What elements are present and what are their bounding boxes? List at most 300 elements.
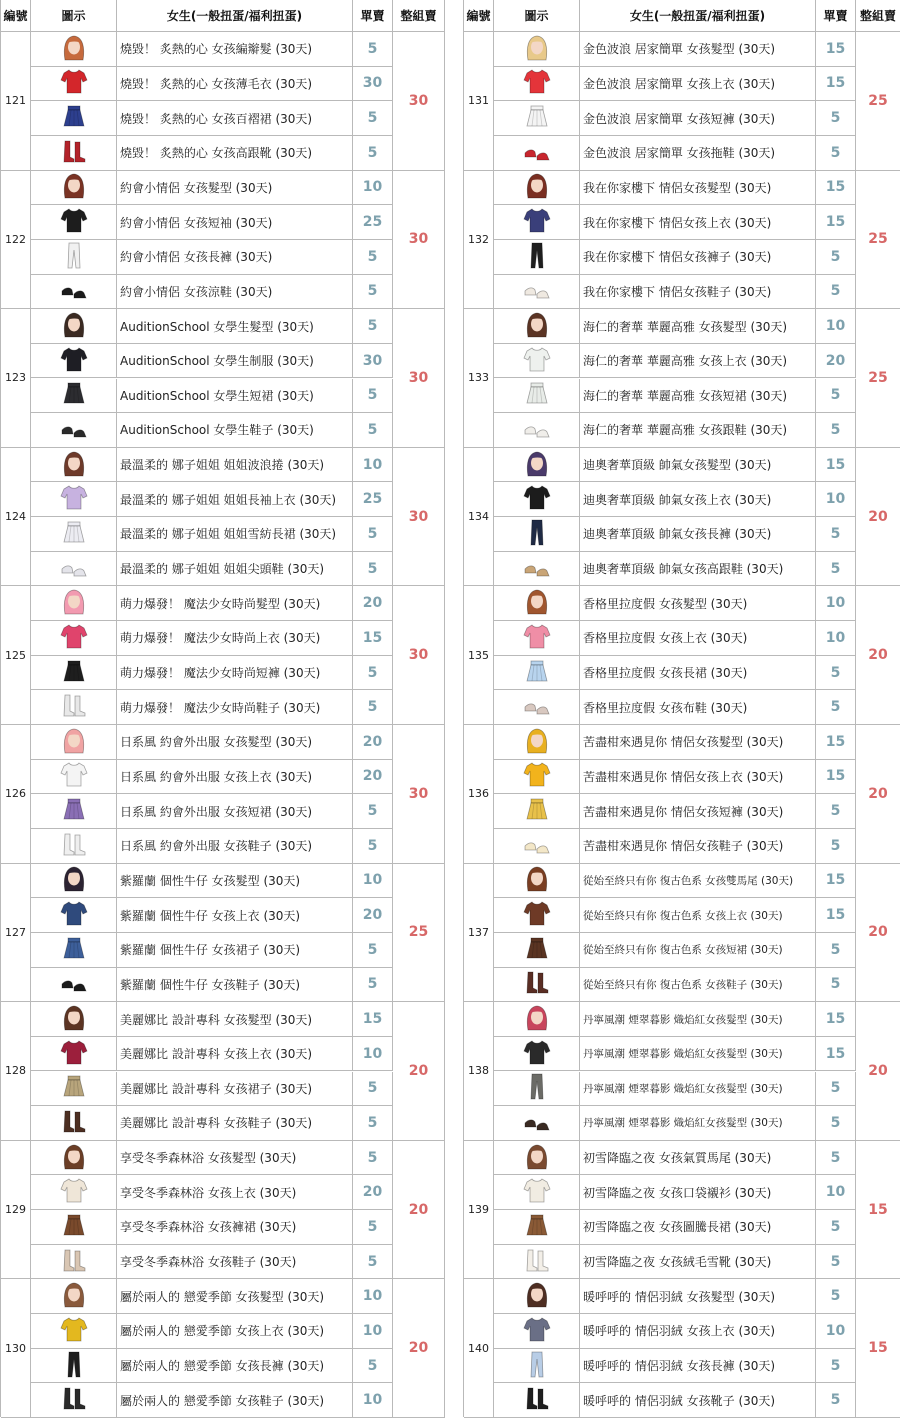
set-price: 30 [393, 32, 445, 171]
item-price: 5 [353, 240, 393, 275]
set-number: 136 [464, 725, 494, 864]
boots-icon [522, 1383, 552, 1417]
item-price: 5 [816, 690, 856, 725]
item-image [494, 309, 580, 344]
item-image [494, 517, 580, 552]
header-set-price: 整組賣 [856, 0, 900, 32]
item-name: 初雪降臨之夜 女孩口袋襯衫 (30天) [580, 1175, 816, 1210]
skirt-icon [522, 379, 552, 413]
skirt-icon [522, 794, 552, 828]
set-price: 20 [856, 586, 900, 725]
item-price: 25 [353, 482, 393, 517]
header-name: 女生(一般扭蛋/福利扭蛋) [580, 0, 816, 32]
hair-icon [59, 448, 89, 482]
set-price: 30 [393, 448, 445, 587]
item-price: 30 [353, 67, 393, 102]
item-image [494, 344, 580, 379]
item-name: 從始至終只有你 復古色系 女孩短裙 (30天) [580, 933, 816, 968]
skirt-icon [59, 379, 89, 413]
hair-icon [59, 1279, 89, 1313]
item-name: 海仁的奢華 華麗高雅 女孩上衣 (30天) [580, 344, 816, 379]
item-image [494, 1106, 580, 1141]
set-number: 125 [1, 586, 31, 725]
item-price: 30 [353, 344, 393, 379]
item-image [494, 1141, 580, 1176]
item-name: 金色波浪 居家簡單 女孩短褲 (30天) [580, 101, 816, 136]
skirt-icon [522, 656, 552, 690]
item-image [31, 829, 117, 864]
item-image [494, 1279, 580, 1314]
set-number: 128 [1, 1002, 31, 1141]
item-image [31, 552, 117, 587]
skirt-icon [59, 1210, 89, 1244]
item-price: 5 [353, 1210, 393, 1245]
item-name: 日系風 約會外出服 女孩髮型 (30天) [117, 725, 353, 760]
item-image [31, 690, 117, 725]
item-name: 海仁的奢華 華麗高雅 女孩髮型 (30天) [580, 309, 816, 344]
set-price: 30 [393, 586, 445, 725]
top-icon [59, 205, 89, 239]
item-name: 萌力爆發！ 魔法少女時尚短褲 (30天) [117, 656, 353, 691]
item-price: 10 [353, 448, 393, 483]
item-price: 15 [816, 1002, 856, 1037]
item-image [494, 1072, 580, 1107]
item-image [31, 136, 117, 171]
item-image [494, 32, 580, 67]
top-icon [59, 344, 89, 378]
item-image [494, 864, 580, 899]
top-icon [522, 344, 552, 378]
hair-icon [522, 309, 552, 343]
pants-icon [59, 240, 89, 274]
item-name: 從始至終只有你 復古色系 女孩鞋子 (30天) [580, 968, 816, 1003]
item-image [494, 101, 580, 136]
hair-icon [522, 448, 552, 482]
item-price: 5 [353, 101, 393, 136]
item-name: 最溫柔的 娜子姐姐 姐姐尖頭鞋 (30天) [117, 552, 353, 587]
hair-icon [59, 725, 89, 759]
set-number: 132 [464, 171, 494, 310]
set-price: 15 [856, 1141, 900, 1280]
item-price: 10 [816, 1175, 856, 1210]
set-price: 25 [856, 309, 900, 448]
hair-icon [59, 171, 89, 205]
pants-icon [522, 240, 552, 274]
skirt-icon [59, 656, 89, 690]
set-price: 30 [393, 309, 445, 448]
item-image [31, 864, 117, 899]
header-name: 女生(一般扭蛋/福利扭蛋) [117, 0, 353, 32]
item-price: 5 [353, 933, 393, 968]
item-image [31, 275, 117, 310]
item-name: 萌力爆發！ 魔法少女時尚髮型 (30天) [117, 586, 353, 621]
header-id: 編號 [1, 0, 31, 32]
set-price: 25 [393, 864, 445, 1003]
shoes-icon [522, 690, 552, 724]
top-icon [59, 1314, 89, 1348]
item-name: 暖呼呼的 情侶羽絨 女孩髮型 (30天) [580, 1279, 816, 1314]
item-price: 5 [816, 1106, 856, 1141]
item-price: 5 [353, 690, 393, 725]
item-price: 10 [816, 482, 856, 517]
item-price: 15 [816, 864, 856, 899]
top-icon [59, 760, 89, 794]
boots-icon [59, 690, 89, 724]
item-image [31, 1002, 117, 1037]
set-number: 127 [1, 864, 31, 1003]
item-price: 10 [353, 1314, 393, 1349]
boots-icon [59, 136, 89, 170]
item-price: 5 [816, 1072, 856, 1107]
item-price: 15 [816, 67, 856, 102]
item-image [494, 67, 580, 102]
item-name: 享受冬季森林浴 女孩髮型 (30天) [117, 1141, 353, 1176]
item-name: 日系風 約會外出服 女孩鞋子 (30天) [117, 829, 353, 864]
item-image [494, 240, 580, 275]
item-price: 5 [816, 240, 856, 275]
boots-icon [522, 968, 552, 1002]
item-image [31, 621, 117, 656]
set-number: 138 [464, 1002, 494, 1141]
item-price: 5 [353, 32, 393, 67]
item-image [31, 1175, 117, 1210]
item-name: 香格里拉度假 女孩髮型 (30天) [580, 586, 816, 621]
right-table [463, 0, 900, 1417]
boots-icon [59, 1245, 89, 1279]
item-image [31, 1349, 117, 1384]
item-name: 燒毀！ 炙熱的心 女孩編辮髮 (30天) [117, 32, 353, 67]
item-image [494, 1245, 580, 1280]
item-price: 5 [353, 552, 393, 587]
hair-icon [59, 864, 89, 898]
hair-icon [59, 32, 89, 66]
item-image [31, 656, 117, 691]
item-name: 日系風 約會外出服 女孩短裙 (30天) [117, 794, 353, 829]
item-price: 10 [353, 1279, 393, 1314]
item-name: 屬於兩人的 戀愛季節 女孩上衣 (30天) [117, 1314, 353, 1349]
item-name: 海仁的奢華 華麗高雅 女孩跟鞋 (30天) [580, 413, 816, 448]
top-icon [522, 898, 552, 932]
set-price: 20 [393, 1279, 445, 1418]
item-name: 丹寧風潮 煙翠暮影 熾焰紅女孩髮型 (30天) [580, 1037, 816, 1072]
item-image [494, 760, 580, 795]
hair-icon [59, 309, 89, 343]
item-price: 15 [816, 725, 856, 760]
item-image [31, 1279, 117, 1314]
item-price: 5 [816, 829, 856, 864]
item-image [494, 136, 580, 171]
set-price: 20 [856, 448, 900, 587]
shoes-icon [522, 829, 552, 863]
item-price: 5 [353, 656, 393, 691]
item-name: 暖呼呼的 情侶羽絨 女孩靴子 (30天) [580, 1383, 816, 1418]
item-price: 10 [353, 171, 393, 206]
item-name: AuditionSchool 女學生短裙 (30天) [117, 379, 353, 414]
item-image [494, 1002, 580, 1037]
top-icon [522, 760, 552, 794]
boots-icon [59, 1106, 89, 1140]
item-name: 丹寧風潮 煙翠暮影 熾焰紅女孩髮型 (30天) [580, 1002, 816, 1037]
pants-icon [522, 517, 552, 551]
top-icon [522, 205, 552, 239]
item-price: 5 [353, 275, 393, 310]
hair-icon [522, 1002, 552, 1036]
item-price: 5 [816, 1141, 856, 1176]
item-price: 5 [353, 517, 393, 552]
hair-icon [522, 32, 552, 66]
top-icon [522, 1314, 552, 1348]
item-price: 5 [816, 794, 856, 829]
set-number: 131 [464, 32, 494, 171]
set-price: 30 [393, 171, 445, 310]
item-image [31, 205, 117, 240]
item-price: 15 [816, 205, 856, 240]
boots-icon [522, 1245, 552, 1279]
hair-icon [59, 1141, 89, 1175]
item-price: 15 [816, 898, 856, 933]
item-image [494, 621, 580, 656]
item-image [494, 656, 580, 691]
hair-icon [522, 1141, 552, 1175]
set-price: 20 [856, 725, 900, 864]
hair-icon [59, 1002, 89, 1036]
item-image [31, 413, 117, 448]
item-price: 10 [353, 864, 393, 899]
item-image [494, 552, 580, 587]
item-name: 享受冬季森林浴 女孩褲裙 (30天) [117, 1210, 353, 1245]
set-number: 130 [1, 1279, 31, 1418]
item-name: 紫羅蘭 個性牛仔 女孩髮型 (30天) [117, 864, 353, 899]
shoes-icon [522, 413, 552, 447]
item-name: 海仁的奢華 華麗高雅 女孩短裙 (30天) [580, 379, 816, 414]
item-price: 5 [353, 379, 393, 414]
top-icon [522, 1175, 552, 1209]
shoes-icon [522, 552, 552, 586]
item-image [494, 933, 580, 968]
item-price: 15 [816, 448, 856, 483]
skirt-icon [522, 1210, 552, 1244]
item-image [494, 275, 580, 310]
item-image [31, 482, 117, 517]
set-number: 126 [1, 725, 31, 864]
item-price: 20 [816, 344, 856, 379]
item-name: 美麗娜比 設計專科 女孩上衣 (30天) [117, 1037, 353, 1072]
item-price: 20 [353, 1175, 393, 1210]
item-name: 香格里拉度假 女孩布鞋 (30天) [580, 690, 816, 725]
item-name: AuditionSchool 女學生鞋子 (30天) [117, 413, 353, 448]
header-unit-price: 單賣 [816, 0, 856, 32]
skirt-icon [59, 794, 89, 828]
set-number: 135 [464, 586, 494, 725]
item-price: 5 [353, 1106, 393, 1141]
item-price: 5 [353, 413, 393, 448]
hair-icon [59, 586, 89, 620]
item-price: 5 [816, 275, 856, 310]
item-name: AuditionSchool 女學生髮型 (30天) [117, 309, 353, 344]
item-image [494, 413, 580, 448]
item-name: 金色波浪 居家簡單 女孩髮型 (30天) [580, 32, 816, 67]
item-price: 10 [353, 1037, 393, 1072]
hair-icon [522, 1279, 552, 1313]
item-name: 香格里拉度假 女孩上衣 (30天) [580, 621, 816, 656]
item-name: 最溫柔的 娜子姐姐 姐姐長袖上衣 (30天) [117, 482, 353, 517]
item-name: 紫羅蘭 個性牛仔 女孩鞋子 (30天) [117, 968, 353, 1003]
item-price: 20 [353, 586, 393, 621]
item-price: 10 [353, 1383, 393, 1418]
item-name: 金色波浪 居家簡單 女孩上衣 (30天) [580, 67, 816, 102]
top-icon [522, 621, 552, 655]
shoes-icon [59, 968, 89, 1002]
item-name: 從始至終只有你 復古色系 女孩上衣 (30天) [580, 898, 816, 933]
item-price: 5 [816, 656, 856, 691]
item-name: 我在你家樓下 情侶女孩褲子 (30天) [580, 240, 816, 275]
item-name: 苦盡柑來遇見你 情侶女孩鞋子 (30天) [580, 829, 816, 864]
item-name: 燒毀！ 炙熱的心 女孩高跟靴 (30天) [117, 136, 353, 171]
item-price: 5 [353, 829, 393, 864]
top-icon [522, 482, 552, 516]
item-image [494, 1037, 580, 1072]
header-set-price: 整組賣 [393, 0, 445, 32]
set-number: 140 [464, 1279, 494, 1418]
item-image [494, 1383, 580, 1418]
item-image [494, 171, 580, 206]
header-id: 編號 [464, 0, 494, 32]
set-price: 20 [393, 1141, 445, 1280]
skirt-icon [59, 101, 89, 135]
item-image [31, 1314, 117, 1349]
set-price: 25 [856, 171, 900, 310]
item-image [31, 101, 117, 136]
item-price: 10 [816, 309, 856, 344]
item-name: 香格里拉度假 女孩長裙 (30天) [580, 656, 816, 691]
top-icon [522, 67, 552, 101]
boots-icon [59, 1383, 89, 1417]
item-price: 5 [353, 968, 393, 1003]
pants-icon [59, 1349, 89, 1383]
item-image [494, 1349, 580, 1384]
item-price: 10 [816, 621, 856, 656]
item-image [31, 1245, 117, 1280]
top-icon [59, 67, 89, 101]
item-price: 15 [816, 1037, 856, 1072]
item-image [31, 379, 117, 414]
item-image [31, 1106, 117, 1141]
item-name: 初雪降臨之夜 女孩氣質馬尾 (30天) [580, 1141, 816, 1176]
item-name: 苦盡柑來遇見你 情侶女孩短褲 (30天) [580, 794, 816, 829]
set-number: 134 [464, 448, 494, 587]
set-price: 20 [856, 864, 900, 1003]
skirt-icon [522, 933, 552, 967]
item-name: 屬於兩人的 戀愛季節 女孩鞋子 (30天) [117, 1383, 353, 1418]
set-price: 15 [856, 1279, 900, 1418]
set-price: 30 [393, 725, 445, 864]
hair-icon [522, 586, 552, 620]
item-image [494, 448, 580, 483]
set-number: 121 [1, 32, 31, 171]
item-image [31, 725, 117, 760]
item-name: 丹寧風潮 煙翠暮影 熾焰紅女孩髮型 (30天) [580, 1072, 816, 1107]
item-name: 約會小情侶 女孩長褲 (30天) [117, 240, 353, 275]
item-name: 我在你家樓下 情侶女孩鞋子 (30天) [580, 275, 816, 310]
item-price: 5 [816, 379, 856, 414]
item-image [494, 1210, 580, 1245]
item-price: 5 [816, 1245, 856, 1280]
item-name: 紫羅蘭 個性牛仔 女孩裙子 (30天) [117, 933, 353, 968]
hair-icon [522, 725, 552, 759]
set-number: 123 [1, 309, 31, 448]
item-name: 迪奧奢華頂級 帥氣女孩上衣 (30天) [580, 482, 816, 517]
top-icon [59, 482, 89, 516]
header-icon: 圖示 [494, 0, 580, 32]
top-icon [522, 1037, 552, 1071]
item-name: 最溫柔的 娜子姐姐 姐姐雪紡長裙 (30天) [117, 517, 353, 552]
item-price: 5 [353, 1245, 393, 1280]
item-name: 初雪降臨之夜 女孩絨毛雪靴 (30天) [580, 1245, 816, 1280]
item-name: 約會小情侶 女孩短袖 (30天) [117, 205, 353, 240]
item-price: 15 [816, 760, 856, 795]
item-image [494, 968, 580, 1003]
left-table [0, 0, 445, 1417]
item-price: 5 [816, 552, 856, 587]
skirt-icon [59, 933, 89, 967]
item-name: 享受冬季森林浴 女孩鞋子 (30天) [117, 1245, 353, 1280]
item-image [494, 829, 580, 864]
item-price: 5 [816, 101, 856, 136]
item-price: 10 [816, 586, 856, 621]
item-name: 初雪降臨之夜 女孩圖騰長裙 (30天) [580, 1210, 816, 1245]
item-image [31, 448, 117, 483]
item-name: 美麗娜比 設計專科 女孩裙子 (30天) [117, 1072, 353, 1107]
item-image [31, 309, 117, 344]
item-image [494, 1175, 580, 1210]
set-number: 133 [464, 309, 494, 448]
item-image [31, 1072, 117, 1107]
item-price: 15 [816, 171, 856, 206]
set-price: 20 [393, 1002, 445, 1141]
item-image [31, 32, 117, 67]
shoes-icon [59, 552, 89, 586]
item-price: 5 [816, 1349, 856, 1384]
item-name: 燒毀！ 炙熱的心 女孩薄毛衣 (30天) [117, 67, 353, 102]
item-image [31, 1383, 117, 1418]
item-name: 從始至終只有你 復古色系 女孩雙馬尾 (30天) [580, 864, 816, 899]
item-image [494, 205, 580, 240]
item-price: 5 [353, 136, 393, 171]
set-number: 129 [1, 1141, 31, 1280]
item-name: 燒毀！ 炙熱的心 女孩百褶裙 (30天) [117, 101, 353, 136]
item-price: 5 [816, 968, 856, 1003]
item-image [31, 240, 117, 275]
shoes-icon [522, 275, 552, 309]
item-price: 5 [353, 1072, 393, 1107]
pants-icon [522, 1349, 552, 1383]
header-unit-price: 單賣 [353, 0, 393, 32]
shoes-icon [59, 275, 89, 309]
item-price: 5 [816, 413, 856, 448]
item-name: 金色波浪 居家簡單 女孩拖鞋 (30天) [580, 136, 816, 171]
item-image [494, 1314, 580, 1349]
item-price: 5 [353, 794, 393, 829]
item-name: 屬於兩人的 戀愛季節 女孩髮型 (30天) [117, 1279, 353, 1314]
item-name: 美麗娜比 設計專科 女孩髮型 (30天) [117, 1002, 353, 1037]
item-name: 迪奧奢華頂級 帥氣女孩長褲 (30天) [580, 517, 816, 552]
pants-icon [522, 1072, 552, 1106]
item-image [494, 586, 580, 621]
item-image [494, 725, 580, 760]
item-image [31, 898, 117, 933]
item-name: 暖呼呼的 情侶羽絨 女孩上衣 (30天) [580, 1314, 816, 1349]
item-price: 20 [353, 760, 393, 795]
